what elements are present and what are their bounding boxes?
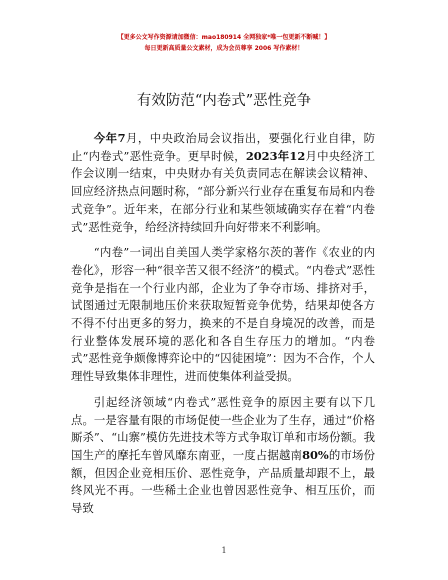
- document-body: [71, 130, 375, 526]
- paragraph-text: 的市场份额，但因企业竞相压价、恶性竞争，产品质量却跟不上，最终风光不再。一些稀土企业也曾因恶性竞争、相互压价，而导致: [71, 447, 375, 516]
- promo-banner-line-2: 每日更新高质量公文素材，成为会员尊享 2006 写作素材！: [144, 45, 304, 52]
- paragraph-text: 月中央经济工作会议刚一结束，中央财办有关负责同志在解读会议精神、回应经济热点问题时称，“部分新兴行业存在重复布局和内卷式竞争”。近年来，在部分行业和某些领域确实存在着“内卷式”恶性竞争，给经济持续回升向好带来不利影响。: [71, 148, 375, 234]
- body-paragraph: [71, 244, 375, 386]
- emphasized-text: 2023: [245, 148, 278, 163]
- paragraph-text: “内卷”一词出自美国人类学家格尔茨的著作《农业的内卷化》，形容一种“很辛苦又很不经济”的模式。“内卷式”恶性竞争是指在一个行业内部，企业为了争夺市场、排挤对手，试图通过无限制地压价来获取短暂竞争优势，结果却使各方不得不付出更多的努力，换来的不是自身境况的改善，而是行业整体发展环境的恶化和各自生存压力的增加。“内卷式”恶性竞争颇像博弈论中的“囚徒困境”：因为不合作，个人理性导致集体非理性，进而使集体利益受损。: [71, 245, 375, 384]
- paragraph-text: 月，中央政治局会议指出，要强化行业自律，防止“内卷式”恶性竞争。更早时候，: [71, 131, 375, 163]
- emphasized-text: 7: [117, 131, 126, 145]
- paragraph-text: 引起经济领域“内卷式”恶性竞争的原因主要有以下几点。一是容量有限的市场促使一些企业为了生存，通过“价格厮杀”、“山寨”模仿先进技术等方式争取订单和市场份额。我国生产的摩托车曾风靡东南亚，一度占据越南: [71, 394, 375, 462]
- body-paragraph: [71, 394, 375, 518]
- document-title: 有效防范“内卷式”恶性竞争: [136, 93, 312, 109]
- promo-banner-line-1: 【更多公文写作资源请加微信：mao180914 全网独家*唯一包更新不断喊！】: [117, 34, 331, 41]
- emphasized-text: 今年: [93, 131, 118, 145]
- emphasized-text: 80%: [302, 447, 329, 462]
- page-number: 1: [221, 546, 227, 555]
- emphasized-text: 年: [277, 148, 290, 163]
- emphasized-text: 12: [289, 148, 306, 163]
- body-paragraph: [71, 130, 375, 236]
